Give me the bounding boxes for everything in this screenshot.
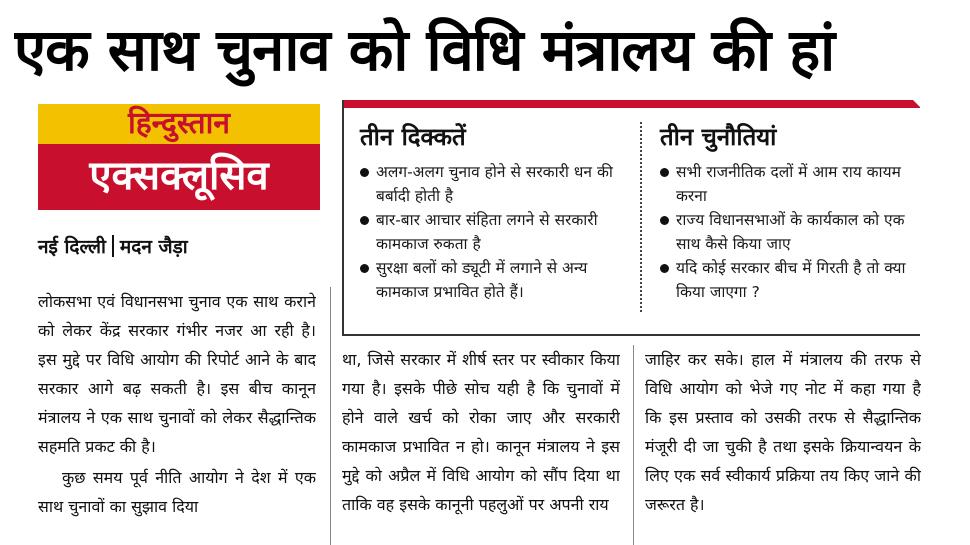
list-item: राज्य विधानसभाओं के कार्यकाल को एक साथ कैसे किया जाए: [660, 208, 930, 256]
byline: [38, 232, 188, 262]
challenges-column: [660, 120, 930, 304]
byline-location: नई दिल्ली: [38, 236, 106, 258]
list-item: सुरक्षा बलों को ड्यूटी में लगाने से अन्य कामकाज प्रभावित होते हैं।: [360, 256, 630, 304]
list-item: बार-बार आचार संहिता लगने से सरकारी कामकाज रुकता है: [360, 208, 630, 256]
badge-label: एक्सक्लूसिव: [38, 144, 320, 210]
problems-title: तीन दिक्कतें: [360, 123, 466, 151]
badge-brand: हिन्दुस्तान: [38, 104, 320, 144]
info-box: [342, 100, 920, 336]
column-divider: [640, 122, 642, 312]
byline-separator: [112, 235, 114, 257]
problems-column: [360, 120, 630, 304]
article-paragraph: लोकसभा एवं विधानसभा चुनाव एक साथ कराने को लेकर केंद्र सरकार गंभीर नजर आ रही है। इस मुद्दे पर विधि आयोग की रिपोर्ट आने के बाद सरकार आगे बढ़ सकती है। इस बीच कानून मंत्रालय ने एक साथ चुनावों को लेकर सैद्धान्तिक सहमति प्रकट की है।: [38, 292, 316, 456]
problems-list: [360, 160, 630, 304]
article-column-1: [38, 287, 316, 545]
byline-author: मदन जैड़ा: [119, 236, 188, 258]
list-item: सभी राजनीतिक दलों में आम राय कायम करना: [660, 160, 930, 208]
column-rule: [633, 345, 634, 545]
article-paragraph: जाहिर कर सके। हाल में मंत्रालय की तरफ से विधि आयोग को भेजे गए नोट में कहा गया है कि इस प्रस्ताव को उसकी तरफ से सैद्धान्तिक मंजूरी दी जा चुकी है तथा इसके क्रियान्वयन के लिए एक सर्व स्वीकार्य प्रक्रिया तय किए जाने की जरूरत है।: [645, 350, 921, 514]
column-rule: [330, 287, 331, 545]
article-paragraph: था, जिसे सरकार में शीर्ष स्तर पर स्वीकार किया गया है। इसके पीछे सोच यही है कि चुनावों में होने वाले खर्च को रोका जाए और सरकारी कामकाज प्रभावित न हो। कानून मंत्रालय ने इस मुद्दे को अप्रैल में विधि आयोग को सौंप दिया था ताकि वह इसके कानूनी पहलुओं पर अपनी राय: [342, 350, 620, 514]
exclusive-badge: [38, 104, 320, 210]
article-column-3: [645, 345, 921, 545]
article-column-2: [342, 345, 620, 545]
article-paragraph: कुछ समय पूर्व नीति आयोग ने देश में एक साथ चुनावों का सुझाव दिया: [38, 468, 316, 516]
info-box-top-bar: [344, 100, 920, 108]
list-item: अलग-अलग चुनाव होने से सरकारी धन की बर्बादी होती है: [360, 160, 630, 208]
list-item: यदि कोई सरकार बीच में गिरती है तो क्या किया जाएगा ?: [660, 256, 930, 304]
challenges-title: तीन चुनौतियां: [660, 123, 777, 151]
headline: एक साथ चुनाव को विधि मंत्रालय की हां: [14, 16, 835, 84]
challenges-list: [660, 160, 930, 304]
